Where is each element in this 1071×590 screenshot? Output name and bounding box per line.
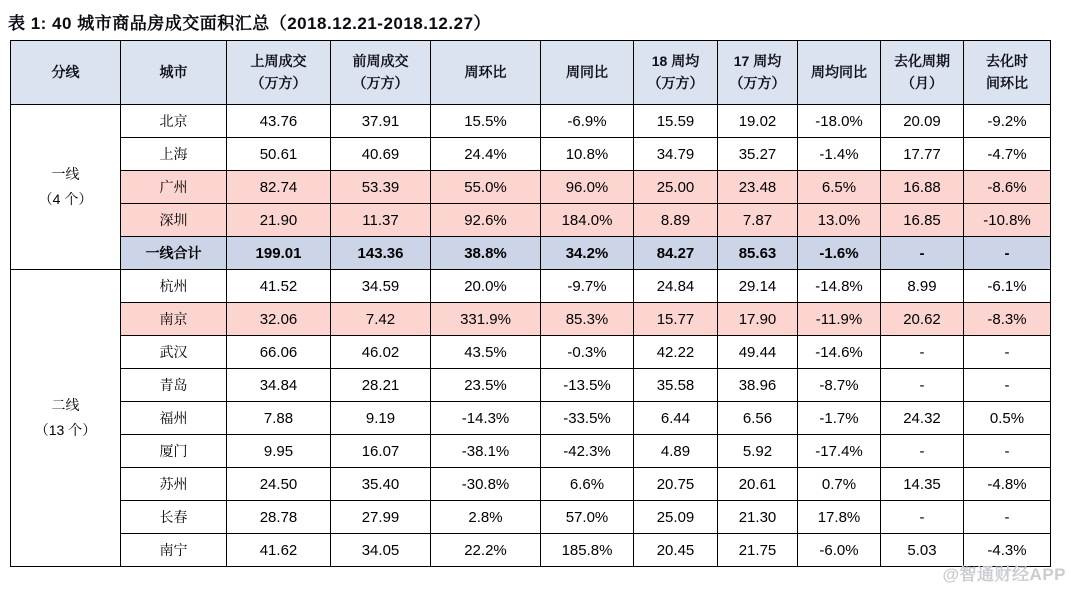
value-cell: 6.6% bbox=[541, 468, 634, 501]
value-cell: 199.01 bbox=[227, 237, 331, 270]
value-cell: - bbox=[881, 237, 964, 270]
value-cell: 20.75 bbox=[634, 468, 718, 501]
value-cell: - bbox=[881, 501, 964, 534]
city-cell: 长春 bbox=[121, 501, 227, 534]
column-header: 周同比 bbox=[541, 41, 634, 105]
table-header-row bbox=[11, 41, 1051, 105]
column-header: 去化时 间环比 bbox=[964, 41, 1051, 105]
value-cell: -1.6% bbox=[798, 237, 881, 270]
value-cell: - bbox=[964, 501, 1051, 534]
value-cell: 5.92 bbox=[718, 435, 798, 468]
value-cell: -42.3% bbox=[541, 435, 634, 468]
city-cell: 南京 bbox=[121, 303, 227, 336]
value-cell: -8.6% bbox=[964, 171, 1051, 204]
value-cell: 15.59 bbox=[634, 105, 718, 138]
value-cell: 15.5% bbox=[431, 105, 541, 138]
value-cell: - bbox=[964, 435, 1051, 468]
value-cell: 11.37 bbox=[331, 204, 431, 237]
value-cell: -10.8% bbox=[964, 204, 1051, 237]
value-cell: 24.84 bbox=[634, 270, 718, 303]
value-cell: - bbox=[964, 336, 1051, 369]
column-header: 18 周均 （万方） bbox=[634, 41, 718, 105]
table-row bbox=[11, 468, 1051, 501]
value-cell: -8.3% bbox=[964, 303, 1051, 336]
value-cell: 2.8% bbox=[431, 501, 541, 534]
value-cell: 25.09 bbox=[634, 501, 718, 534]
city-cell: 北京 bbox=[121, 105, 227, 138]
value-cell: 49.44 bbox=[718, 336, 798, 369]
value-cell: 4.89 bbox=[634, 435, 718, 468]
value-cell: 29.14 bbox=[718, 270, 798, 303]
city-cell: 厦门 bbox=[121, 435, 227, 468]
watermark: @智通财经APP bbox=[942, 565, 1066, 584]
value-cell: 20.45 bbox=[634, 534, 718, 567]
value-cell: -9.7% bbox=[541, 270, 634, 303]
value-cell: 41.52 bbox=[227, 270, 331, 303]
value-cell: 20.09 bbox=[881, 105, 964, 138]
value-cell: 38.96 bbox=[718, 369, 798, 402]
value-cell: 38.8% bbox=[431, 237, 541, 270]
tier-cell: 一线 （4 个） bbox=[11, 105, 121, 270]
value-cell: -6.0% bbox=[798, 534, 881, 567]
value-cell: -4.3% bbox=[964, 534, 1051, 567]
value-cell: 37.91 bbox=[331, 105, 431, 138]
value-cell: 84.27 bbox=[634, 237, 718, 270]
value-cell: 34.2% bbox=[541, 237, 634, 270]
value-cell: 21.75 bbox=[718, 534, 798, 567]
value-cell: 184.0% bbox=[541, 204, 634, 237]
column-header: 周均同比 bbox=[798, 41, 881, 105]
value-cell: 7.88 bbox=[227, 402, 331, 435]
value-cell: 25.00 bbox=[634, 171, 718, 204]
value-cell: 20.0% bbox=[431, 270, 541, 303]
value-cell: 0.5% bbox=[964, 402, 1051, 435]
value-cell: -1.4% bbox=[798, 138, 881, 171]
value-cell: 7.42 bbox=[331, 303, 431, 336]
value-cell: 20.61 bbox=[718, 468, 798, 501]
table-row bbox=[11, 402, 1051, 435]
value-cell: 35.27 bbox=[718, 138, 798, 171]
value-cell: - bbox=[964, 369, 1051, 402]
value-cell: 66.06 bbox=[227, 336, 331, 369]
value-cell: 13.0% bbox=[798, 204, 881, 237]
value-cell: -6.1% bbox=[964, 270, 1051, 303]
value-cell: 17.90 bbox=[718, 303, 798, 336]
value-cell: 143.36 bbox=[331, 237, 431, 270]
column-header: 城市 bbox=[121, 41, 227, 105]
value-cell: 32.06 bbox=[227, 303, 331, 336]
value-cell: 27.99 bbox=[331, 501, 431, 534]
value-cell: 28.21 bbox=[331, 369, 431, 402]
table-row bbox=[11, 369, 1051, 402]
value-cell: 34.79 bbox=[634, 138, 718, 171]
value-cell: 21.90 bbox=[227, 204, 331, 237]
value-cell: -14.8% bbox=[798, 270, 881, 303]
value-cell: 46.02 bbox=[331, 336, 431, 369]
table-title: 表 1: 40 城市商品房成交面积汇总（2018.12.21-2018.12.27） bbox=[8, 14, 492, 33]
value-cell: 0.7% bbox=[798, 468, 881, 501]
column-header: 上周成交 （万方） bbox=[227, 41, 331, 105]
table-row bbox=[11, 204, 1051, 237]
column-header: 前周成交 （万方） bbox=[331, 41, 431, 105]
table-row bbox=[11, 105, 1051, 138]
value-cell: 17.8% bbox=[798, 501, 881, 534]
city-cell: 杭州 bbox=[121, 270, 227, 303]
value-cell: -11.9% bbox=[798, 303, 881, 336]
value-cell: 23.48 bbox=[718, 171, 798, 204]
value-cell: 19.02 bbox=[718, 105, 798, 138]
value-cell: 8.89 bbox=[634, 204, 718, 237]
value-cell: 57.0% bbox=[541, 501, 634, 534]
column-header: 分线 bbox=[11, 41, 121, 105]
table-row bbox=[11, 435, 1051, 468]
value-cell: 9.19 bbox=[331, 402, 431, 435]
value-cell: 41.62 bbox=[227, 534, 331, 567]
city-cell: 青岛 bbox=[121, 369, 227, 402]
value-cell: -6.9% bbox=[541, 105, 634, 138]
value-cell: - bbox=[964, 237, 1051, 270]
value-cell: 21.30 bbox=[718, 501, 798, 534]
value-cell: 8.99 bbox=[881, 270, 964, 303]
value-cell: 16.85 bbox=[881, 204, 964, 237]
value-cell: 24.4% bbox=[431, 138, 541, 171]
city-cell: 南宁 bbox=[121, 534, 227, 567]
city-cell: 深圳 bbox=[121, 204, 227, 237]
value-cell: 14.35 bbox=[881, 468, 964, 501]
value-cell: -4.7% bbox=[964, 138, 1051, 171]
value-cell: 15.77 bbox=[634, 303, 718, 336]
city-cell: 武汉 bbox=[121, 336, 227, 369]
value-cell: 85.63 bbox=[718, 237, 798, 270]
value-cell: - bbox=[881, 336, 964, 369]
value-cell: 5.03 bbox=[881, 534, 964, 567]
value-cell: -38.1% bbox=[431, 435, 541, 468]
value-cell: 35.58 bbox=[634, 369, 718, 402]
table-row bbox=[11, 171, 1051, 204]
value-cell: -17.4% bbox=[798, 435, 881, 468]
table-row bbox=[11, 270, 1051, 303]
column-header: 周环比 bbox=[431, 41, 541, 105]
value-cell: -30.8% bbox=[431, 468, 541, 501]
value-cell: 50.61 bbox=[227, 138, 331, 171]
value-cell: 6.56 bbox=[718, 402, 798, 435]
value-cell: -1.7% bbox=[798, 402, 881, 435]
value-cell: -9.2% bbox=[964, 105, 1051, 138]
value-cell: 96.0% bbox=[541, 171, 634, 204]
city-cell: 广州 bbox=[121, 171, 227, 204]
value-cell: 22.2% bbox=[431, 534, 541, 567]
value-cell: 34.84 bbox=[227, 369, 331, 402]
value-cell: -8.7% bbox=[798, 369, 881, 402]
city-cell: 福州 bbox=[121, 402, 227, 435]
value-cell: 92.6% bbox=[431, 204, 541, 237]
city-cell: 苏州 bbox=[121, 468, 227, 501]
value-cell: 6.5% bbox=[798, 171, 881, 204]
city-cell: 一线合计 bbox=[121, 237, 227, 270]
table-row bbox=[11, 534, 1051, 567]
value-cell: 16.07 bbox=[331, 435, 431, 468]
value-cell: 43.76 bbox=[227, 105, 331, 138]
value-cell: 34.59 bbox=[331, 270, 431, 303]
value-cell: 16.88 bbox=[881, 171, 964, 204]
value-cell: 28.78 bbox=[227, 501, 331, 534]
value-cell: -14.3% bbox=[431, 402, 541, 435]
value-cell: -4.8% bbox=[964, 468, 1051, 501]
value-cell: 35.40 bbox=[331, 468, 431, 501]
value-cell: 42.22 bbox=[634, 336, 718, 369]
value-cell: -18.0% bbox=[798, 105, 881, 138]
table-row bbox=[11, 303, 1051, 336]
column-header: 去化周期 （月） bbox=[881, 41, 964, 105]
value-cell: 17.77 bbox=[881, 138, 964, 171]
value-cell: 10.8% bbox=[541, 138, 634, 171]
value-cell: 20.62 bbox=[881, 303, 964, 336]
value-cell: 85.3% bbox=[541, 303, 634, 336]
value-cell: 7.87 bbox=[718, 204, 798, 237]
table-row bbox=[11, 336, 1051, 369]
table-row bbox=[11, 501, 1051, 534]
column-header: 17 周均 （万方） bbox=[718, 41, 798, 105]
value-cell: 9.95 bbox=[227, 435, 331, 468]
value-cell: 55.0% bbox=[431, 171, 541, 204]
value-cell: 185.8% bbox=[541, 534, 634, 567]
value-cell: 53.39 bbox=[331, 171, 431, 204]
value-cell: -13.5% bbox=[541, 369, 634, 402]
value-cell: 82.74 bbox=[227, 171, 331, 204]
value-cell: 24.32 bbox=[881, 402, 964, 435]
value-cell: 34.05 bbox=[331, 534, 431, 567]
value-cell: -14.6% bbox=[798, 336, 881, 369]
value-cell: 331.9% bbox=[431, 303, 541, 336]
value-cell: - bbox=[881, 369, 964, 402]
city-cell: 上海 bbox=[121, 138, 227, 171]
value-cell: 24.50 bbox=[227, 468, 331, 501]
value-cell: 43.5% bbox=[431, 336, 541, 369]
table-row bbox=[11, 138, 1051, 171]
value-cell: -0.3% bbox=[541, 336, 634, 369]
value-cell: 23.5% bbox=[431, 369, 541, 402]
table-row bbox=[11, 237, 1051, 270]
value-cell: 40.69 bbox=[331, 138, 431, 171]
value-cell: - bbox=[881, 435, 964, 468]
tier-cell: 二线 （13 个） bbox=[11, 270, 121, 567]
data-table bbox=[10, 40, 1051, 567]
value-cell: -33.5% bbox=[541, 402, 634, 435]
value-cell: 6.44 bbox=[634, 402, 718, 435]
